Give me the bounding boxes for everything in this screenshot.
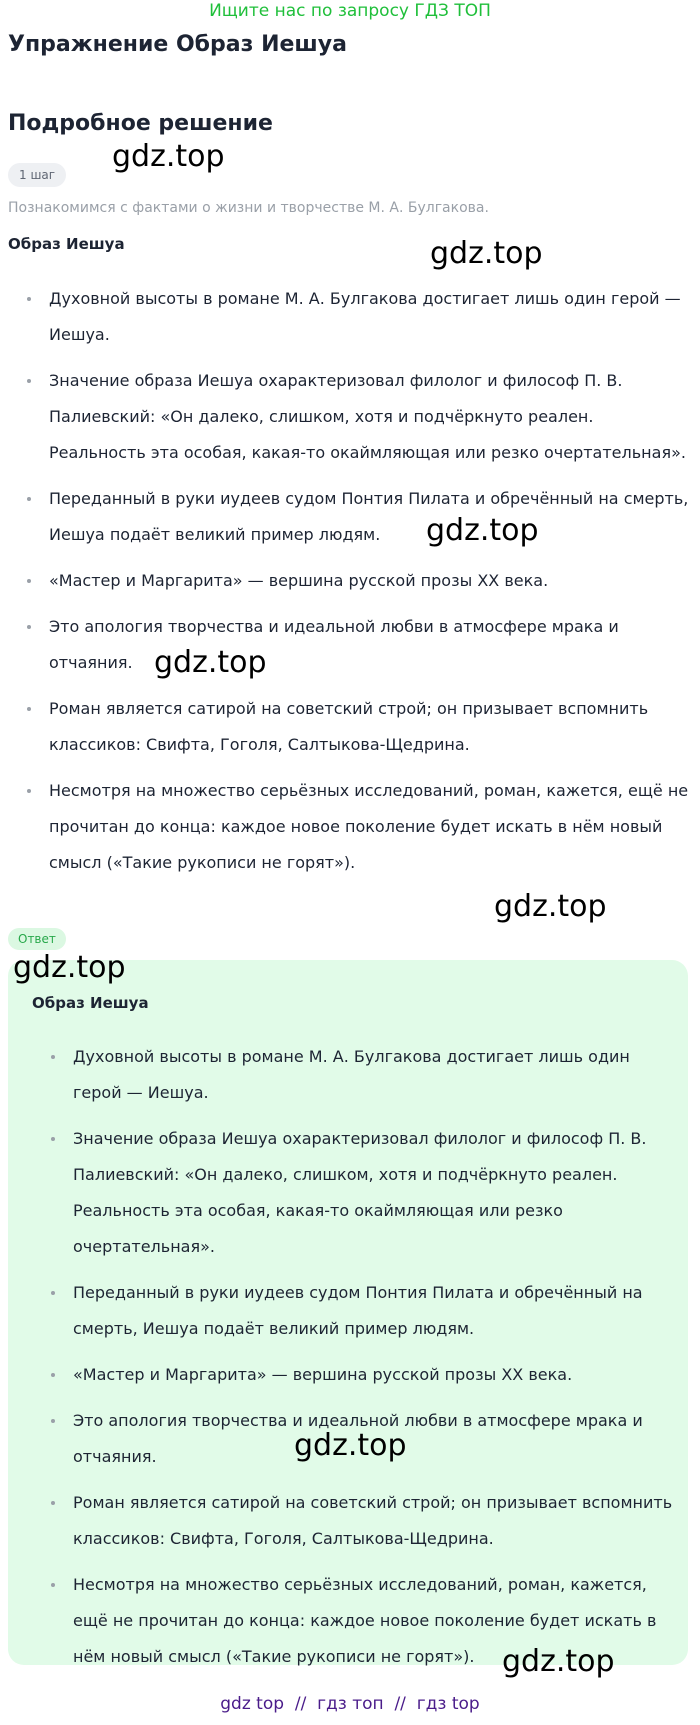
list-item: Это апология творчества и идеальной любви в атмосфере мрака и отчаяния.: [49, 609, 694, 681]
list-item: «Мастер и Маргарита» — вершина русской прозы XX века.: [73, 1357, 673, 1393]
solution-title: Подробное решение: [8, 111, 273, 136]
list-item: Роман является сатирой на советский строй; он призывает вспомнить классиков: Свифта, Гоголя, Салтыкова-Щедрина.: [49, 691, 694, 763]
list-item: Это апология творчества и идеальной любви в атмосфере мрака и отчаяния.: [73, 1403, 673, 1475]
list-item: Значение образа Иешуа охарактеризовал филолог и философ П. В. Палиевский: «Он далеко, слишком, хотя и подчёркнуто реален. Реальность эта особая, какая-то окаймляющая или резко очертательная».: [73, 1121, 673, 1265]
watermark: gdz.top: [112, 139, 225, 174]
watermark: gdz.top: [294, 1428, 407, 1463]
section-heading: Образ Иешуа: [8, 235, 125, 253]
intro-text: Познакомимся с фактами о жизни и творчестве М. А. Булгакова.: [8, 200, 489, 216]
step-badge: 1 шаг: [8, 163, 66, 187]
list-item: Духовной высоты в романе М. А. Булгакова достигает лишь один герой — Иешуа.: [73, 1039, 673, 1111]
solution-list: [49, 281, 694, 891]
answer-list: [73, 1039, 673, 1685]
list-item: Несмотря на множество серьёзных исследований, роман, кажется, ещё не прочитан до конца: каждое новое поколение будет искать в нём новый смысл («Такие рукописи не горят»).: [49, 773, 694, 881]
list-item: Значение образа Иешуа охарактеризовал филолог и философ П. В. Палиевский: «Он далеко, слишком, хотя и подчёркнуто реален. Реальность эта особая, какая-то окаймляющая или резко очертательная».: [49, 363, 694, 471]
list-item: «Мастер и Маргарита» — вершина русской прозы XX века.: [49, 563, 694, 599]
watermark: gdz.top: [154, 645, 267, 680]
page-title: Упражнение Образ Иешуа: [8, 32, 347, 57]
answer-heading: Образ Иешуа: [32, 994, 149, 1012]
list-item: Переданный в руки иудеев судом Понтия Пилата и обречённый на смерть, Иешуа подаёт великий пример людям.: [73, 1275, 673, 1347]
watermark: gdz.top: [502, 1644, 615, 1679]
watermark: gdz.top: [426, 513, 539, 548]
footer-links[interactable]: gdz top // гдз топ // гдз top: [220, 1694, 480, 1714]
list-item: Духовной высоты в романе М. А. Булгакова достигает лишь один герой — Иешуа.: [49, 281, 694, 353]
watermark: gdz.top: [494, 889, 607, 924]
watermark: gdz.top: [430, 236, 543, 271]
list-item: Роман является сатирой на советский строй; он призывает вспомнить классиков: Свифта, Гоголя, Салтыкова-Щедрина.: [73, 1485, 673, 1557]
promo-banner[interactable]: Ищите нас по запросу ГДЗ ТОП: [209, 1, 491, 21]
answer-badge: Ответ: [8, 928, 66, 950]
watermark: gdz.top: [13, 950, 126, 985]
list-item: Несмотря на множество серьёзных исследований, роман, кажется, ещё не прочитан до конца: каждое новое поколение будет искать в нём новый смысл («Такие рукописи не горят»).: [73, 1567, 673, 1675]
list-item: Переданный в руки иудеев судом Понтия Пилата и обречённый на смерть, Иешуа подаёт великий пример людям.: [49, 481, 694, 553]
